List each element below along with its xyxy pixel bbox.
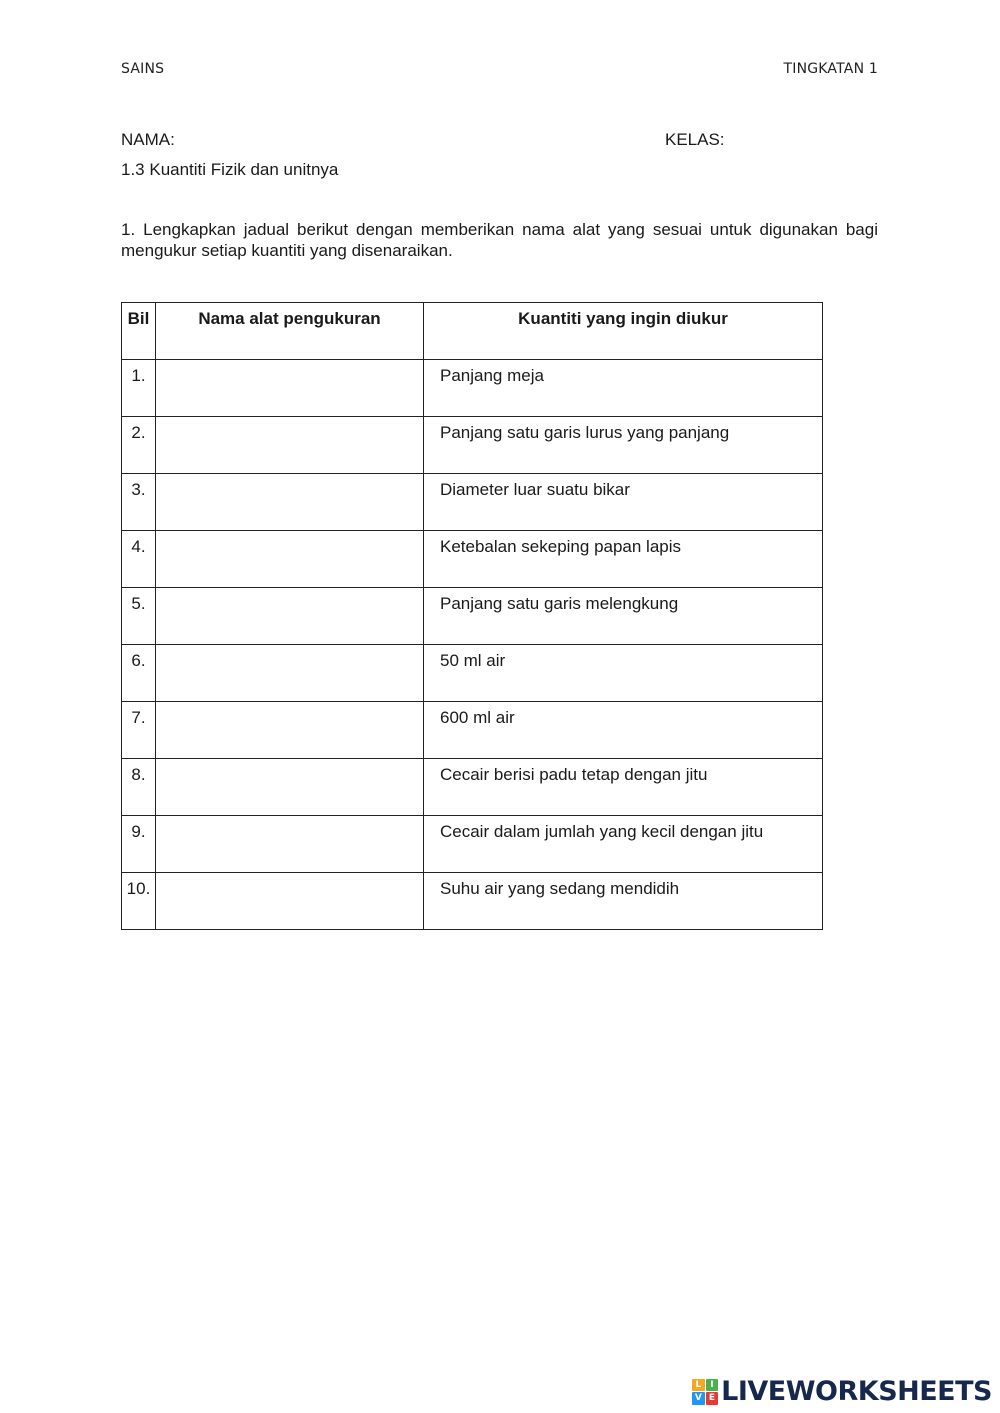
table-row — [122, 531, 823, 588]
answer-cell-alat[interactable] — [156, 873, 424, 930]
name-field-label: NAMA: — [121, 130, 175, 149]
answer-cell-alat[interactable] — [156, 588, 424, 645]
header-bil: Bil — [122, 303, 156, 360]
answer-cell-alat[interactable] — [156, 360, 424, 417]
table-row — [122, 360, 823, 417]
row-number: 10. — [122, 873, 156, 930]
row-number: 6. — [122, 645, 156, 702]
row-number: 8. — [122, 759, 156, 816]
quantity-cell: 600 ml air — [424, 702, 823, 759]
row-number: 9. — [122, 816, 156, 873]
table-row — [122, 759, 823, 816]
answer-cell-alat[interactable] — [156, 417, 424, 474]
table-row — [122, 645, 823, 702]
answer-cell-alat[interactable] — [156, 702, 424, 759]
logo-letter: L — [692, 1379, 705, 1392]
answer-cell-alat[interactable] — [156, 531, 424, 588]
row-number: 7. — [122, 702, 156, 759]
row-number: 3. — [122, 474, 156, 531]
quantity-cell: Panjang meja — [424, 360, 823, 417]
quantity-cell: Cecair dalam jumlah yang kecil dengan jitu — [424, 816, 823, 873]
table-row — [122, 873, 823, 930]
table-row — [122, 816, 823, 873]
header-nama-alat: Nama alat pengukuran — [156, 303, 424, 360]
measurement-table — [121, 302, 823, 930]
table-row — [122, 474, 823, 531]
answer-cell-alat[interactable] — [156, 816, 424, 873]
quantity-cell: 50 ml air — [424, 645, 823, 702]
logo-letter: E — [706, 1392, 719, 1405]
header-form-level: TINGKATAN 1 — [783, 61, 878, 77]
answer-cell-alat[interactable] — [156, 474, 424, 531]
row-number: 4. — [122, 531, 156, 588]
row-number: 5. — [122, 588, 156, 645]
header-subject: SAINS — [121, 61, 165, 77]
instruction-text: 1. Lengkapkan jadual berikut dengan memberikan nama alat yang sesuai untuk digunakan bagi mengukur setiap kuantiti yang disenaraikan. — [121, 220, 878, 260]
quantity-cell: Ketebalan sekeping papan lapis — [424, 531, 823, 588]
row-number: 2. — [122, 417, 156, 474]
row-number: 1. — [122, 360, 156, 417]
liveworksheets-brand — [692, 1376, 992, 1407]
quantity-cell: Panjang satu garis lurus yang panjang — [424, 417, 823, 474]
table-header-row — [122, 303, 823, 360]
quantity-cell: Suhu air yang sedang mendidih — [424, 873, 823, 930]
class-field-label: KELAS: — [665, 130, 725, 149]
brand-name: LIVEWORKSHEETS — [721, 1376, 992, 1407]
logo-letter: V — [692, 1392, 705, 1405]
table-row — [122, 588, 823, 645]
liveworksheets-logo-icon — [692, 1379, 718, 1405]
header-kuantiti: Kuantiti yang ingin diukur — [424, 303, 823, 360]
logo-letter: I — [706, 1379, 719, 1392]
answer-cell-alat[interactable] — [156, 759, 424, 816]
quantity-cell: Diameter luar suatu bikar — [424, 474, 823, 531]
answer-cell-alat[interactable] — [156, 645, 424, 702]
section-title: 1.3 Kuantiti Fizik dan unitnya — [121, 160, 339, 179]
quantity-cell: Panjang satu garis melengkung — [424, 588, 823, 645]
quantity-cell: Cecair berisi padu tetap dengan jitu — [424, 759, 823, 816]
table-row — [122, 417, 823, 474]
table-row — [122, 702, 823, 759]
table-body — [122, 360, 823, 930]
